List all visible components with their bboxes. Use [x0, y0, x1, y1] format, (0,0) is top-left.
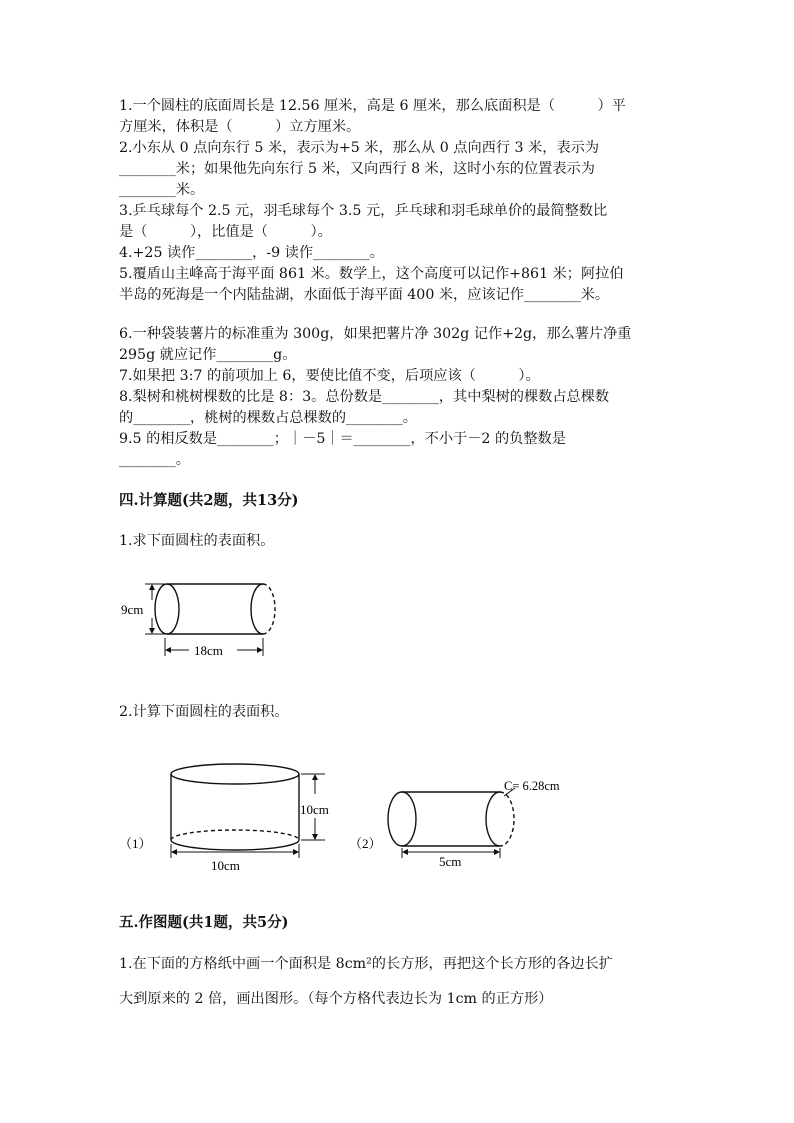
problem-6-line-1: 6.一种袋装薯片的标准重为 300g，如果把薯片净 302g 记作+2g，那么薯片净重	[119, 326, 632, 342]
problem-2-line-2: ________米；如果他先向东行 5 米，又向西行 8 米，这时小东的位置表示为	[119, 161, 595, 177]
problem-9-line-1: 9.5 的相反数是________；｜－5｜＝________，不小于－2 的负整数是	[119, 431, 566, 447]
problem-3-line-1: 3.乒乓球每个 2.5 元，羽毛球每个 3.5 元，乒乓球和羽毛球单价的最简整数比	[119, 203, 608, 219]
section-5-heading: 五.作图题(共1题，共5分)	[119, 914, 289, 931]
problem-8-line-2: 的________，桃树的棵数占总棵数的________。	[119, 410, 417, 426]
cylinder-figures-2	[119, 758, 579, 876]
problem-8-line-1: 8.梨树和桃树棵数的比是 8：3。总份数是________，其中梨树的棵数占总棵数	[119, 389, 610, 405]
cylinder-figure-1	[115, 578, 285, 660]
cylinder-2b-length-label: 5cm	[439, 854, 462, 869]
problem-4-line-1: 4.+25 读作________，-9 读作________。	[119, 245, 384, 261]
section-4-heading: 四.计算题(共2题，共13分)	[119, 492, 299, 509]
cylinder-1-height-label: 9cm	[121, 602, 144, 617]
figure-tag-1: （1）	[119, 836, 152, 851]
figure-tag-2: （2）	[349, 836, 382, 851]
cylinder-2b-circumference-label: C= 6.28cm	[504, 779, 560, 793]
section-5-question-1-line-1: 1.在下面的方格纸中画一个面积是 8cm²的长方形，再把这个长方形的各边长扩	[119, 956, 613, 972]
problem-3-line-2: 是（ ），比值是（ ）。	[119, 224, 332, 240]
problem-5-line-2: 半岛的死海是一个内陆盐湖，水面低于海平面 400 米，应该记作________米。	[119, 287, 610, 303]
problem-6-line-2: 295g 就应记作________g。	[119, 347, 297, 363]
problem-1-line-1: 1.一个圆柱的底面周长是 12.56 厘米，高是 6 厘米，那么底面积是（ ）平	[119, 98, 626, 114]
section-4-question-2: 2.计算下面圆柱的表面积。	[119, 704, 289, 720]
problem-2-line-1: 2.小东从 0 点向东行 5 米，表示为+5 米，那么从 0 点向西行 3 米，表示为	[119, 140, 600, 156]
problem-2-line-3: ________米。	[119, 182, 205, 198]
cylinder-1-length-label: 18cm	[194, 643, 223, 658]
section-5-question-1-line-2: 大到原来的 2 倍，画出图形。（每个方格代表边长为 1cm 的正方形）	[119, 991, 553, 1007]
cylinder-2a-diameter-label: 10cm	[211, 858, 240, 873]
problem-1-line-2: 方厘米，体积是（ ）立方厘米。	[119, 119, 361, 135]
cylinder-2a-height-label: 10cm	[300, 802, 329, 817]
problem-7-line-1: 7.如果把 3:7 的前项加上 6，要使比值不变，后项应该（ ）。	[119, 368, 540, 384]
section-4-question-1: 1.求下面圆柱的表面积。	[119, 533, 275, 549]
problem-9-line-2: ________。	[119, 452, 190, 468]
problem-5-line-1: 5.覆盾山主峰高于海平面 861 米。数学上，这个高度可以记作+861 米；阿拉伯	[119, 266, 624, 282]
